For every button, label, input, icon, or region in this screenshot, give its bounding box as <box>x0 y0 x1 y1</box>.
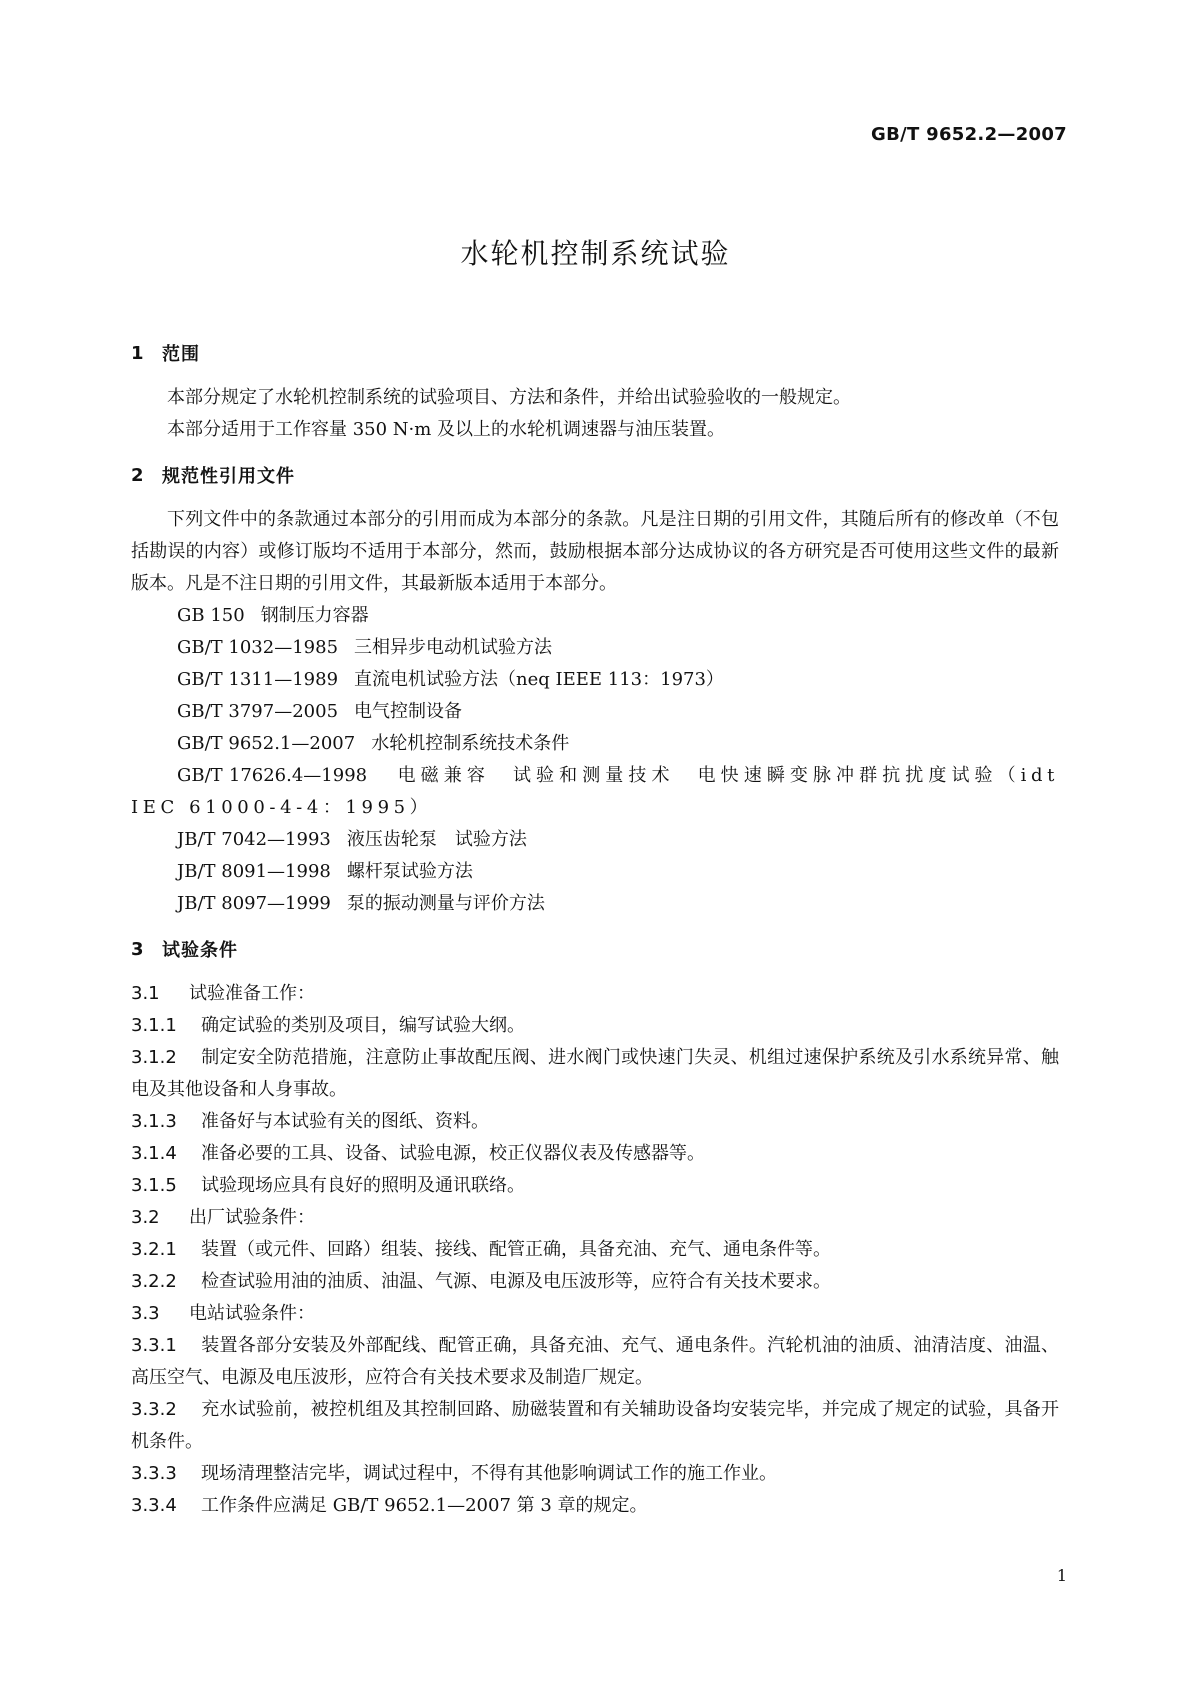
reference-item <box>131 600 1059 632</box>
clause <box>131 1202 1059 1234</box>
clause-number: 3.3.1 <box>131 1335 177 1356</box>
clause-text: 试验准备工作： <box>189 983 315 1004</box>
clause-text: 装置（或元件、回路）组装、接线、配管正确，具备充油、充气、通电条件等。 <box>201 1239 831 1260</box>
reference-title: 螺杆泵试验方法 <box>346 861 473 882</box>
standard-number: GB/T 9652.2—2007 <box>871 124 1067 145</box>
reference-item <box>131 696 1059 728</box>
clause <box>131 1330 1059 1394</box>
reference-title: 电磁兼容 试验和测量技术 电快速瞬变脉冲群抗扰度试验（idt IEC 61000-4-4：1995） <box>131 765 1059 818</box>
clause <box>131 1010 1059 1042</box>
clause-text: 电站试验条件： <box>189 1303 315 1324</box>
reference-title: 直流电机试验方法（neq IEEE 113：1973） <box>354 669 724 690</box>
paragraph: 本部分适用于工作容量 350 N·m 及以上的水轮机调速器与油压装置。 <box>167 419 726 440</box>
reference-item <box>131 888 1059 920</box>
clause-text: 制定安全防范措施，注意防止事故配压阀、进水阀门或快速门失灵、机组过速保护系统及引水系统异常、触电及其他设备和人身事故。 <box>131 1047 1059 1100</box>
clause <box>131 1490 1059 1522</box>
reference-item <box>131 824 1059 856</box>
clause-text: 准备必要的工具、设备、试验电源，校正仪器仪表及传感器等。 <box>201 1143 705 1164</box>
section-number: 1 <box>131 342 145 364</box>
clause-text: 现场清理整洁完毕，调试过程中，不得有其他影响调试工作的施工作业。 <box>201 1463 777 1484</box>
clause <box>131 1394 1059 1458</box>
reference-title: 电气控制设备 <box>354 701 463 722</box>
reference-code: GB/T 17626.4—1998 <box>177 765 368 786</box>
clause-number: 3.2.1 <box>131 1239 177 1260</box>
clause-number: 3.1.4 <box>131 1143 177 1164</box>
clause-number: 3.2.2 <box>131 1271 177 1292</box>
section-title: 范围 <box>162 344 200 365</box>
clause-number: 3.1.2 <box>131 1047 177 1068</box>
clause-number: 3.1.3 <box>131 1111 177 1132</box>
clause-number: 3.1.5 <box>131 1175 177 1196</box>
reference-code: GB 150 <box>177 605 245 626</box>
clause <box>131 1042 1059 1106</box>
reference-code: GB/T 1032—1985 <box>177 637 339 658</box>
section-number: 2 <box>131 464 145 486</box>
reference-item <box>131 632 1059 664</box>
clause-text: 准备好与本试验有关的图纸、资料。 <box>201 1111 489 1132</box>
clause-number: 3.2 <box>131 1207 160 1228</box>
reference-title: 水轮机控制系统技术条件 <box>371 733 570 754</box>
clause <box>131 978 1059 1010</box>
reference-title: 液压齿轮泵 试验方法 <box>346 829 527 850</box>
reference-item <box>131 760 1059 824</box>
reference-code: JB/T 8091—1998 <box>177 861 331 882</box>
section-heading-normative-references <box>131 460 1059 490</box>
reference-code: GB/T 9652.1—2007 <box>177 733 356 754</box>
clause <box>131 1170 1059 1202</box>
clause <box>131 1234 1059 1266</box>
paragraph: 本部分规定了水轮机控制系统的试验项目、方法和条件，并给出试验验收的一般规定。 <box>167 387 851 408</box>
clause <box>131 1138 1059 1170</box>
document-title: 水轮机控制系统试验 <box>460 237 731 270</box>
clause-number: 3.3 <box>131 1303 160 1324</box>
reference-title: 泵的振动测量与评价方法 <box>346 893 545 914</box>
clause-text: 工作条件应满足 GB/T 9652.1—2007 第 3 章的规定。 <box>201 1495 648 1516</box>
clause-text: 充水试验前，被控机组及其控制回路、励磁装置和有关辅助设备均安装完毕，并完成了规定的试验，具备开机条件。 <box>131 1399 1059 1452</box>
clause-text: 装置各部分安装及外部配线、配管正确，具备充油、充气、通电条件。汽轮机油的油质、油清洁度、油温、高压空气、电源及电压波形，应符合有关技术要求及制造厂规定。 <box>131 1335 1059 1388</box>
reference-code: GB/T 3797—2005 <box>177 701 339 722</box>
clause-text: 确定试验的类别及项目，编写试验大纲。 <box>201 1015 525 1036</box>
section-heading-scope <box>131 338 1059 368</box>
clause-number: 3.3.3 <box>131 1463 177 1484</box>
page-number: 1 <box>1056 1566 1067 1585</box>
clause-number: 3.1 <box>131 983 160 1004</box>
reference-title: 三相异步电动机试验方法 <box>354 637 553 658</box>
clause <box>131 1266 1059 1298</box>
section-title: 试验条件 <box>162 940 238 961</box>
clause-number: 3.3.4 <box>131 1495 177 1516</box>
clause-text: 试验现场应具有良好的照明及通讯联络。 <box>201 1175 525 1196</box>
reference-title: 钢制压力容器 <box>260 605 369 626</box>
clause-text: 出厂试验条件： <box>189 1207 315 1228</box>
reference-item <box>131 664 1059 696</box>
reference-code: JB/T 8097—1999 <box>177 893 331 914</box>
references-intro: 下列文件中的条款通过本部分的引用而成为本部分的条款。凡是注日期的引用文件，其随后所有的修改单（不包括勘误的内容）或修订版均不适用于本部分，然而，鼓励根据本部分达成协议的各方研究是否可使用这些文件的最新版本。凡是不注日期的引用文件，其最新版本适用于本部分。 <box>131 509 1059 594</box>
clause <box>131 1298 1059 1330</box>
clause-text: 检查试验用油的油质、油温、气源、电源及电压波形等，应符合有关技术要求。 <box>201 1271 831 1292</box>
document-body <box>131 338 1059 1522</box>
clause <box>131 1458 1059 1490</box>
clause-number: 3.1.1 <box>131 1015 177 1036</box>
section-number: 3 <box>131 938 145 960</box>
reference-code: JB/T 7042—1993 <box>177 829 331 850</box>
reference-item <box>131 728 1059 760</box>
clause <box>131 1106 1059 1138</box>
section-heading-test-conditions <box>131 934 1059 964</box>
clause-number: 3.3.2 <box>131 1399 177 1420</box>
reference-code: GB/T 1311—1989 <box>177 669 339 690</box>
section-title: 规范性引用文件 <box>162 466 295 487</box>
reference-item <box>131 856 1059 888</box>
